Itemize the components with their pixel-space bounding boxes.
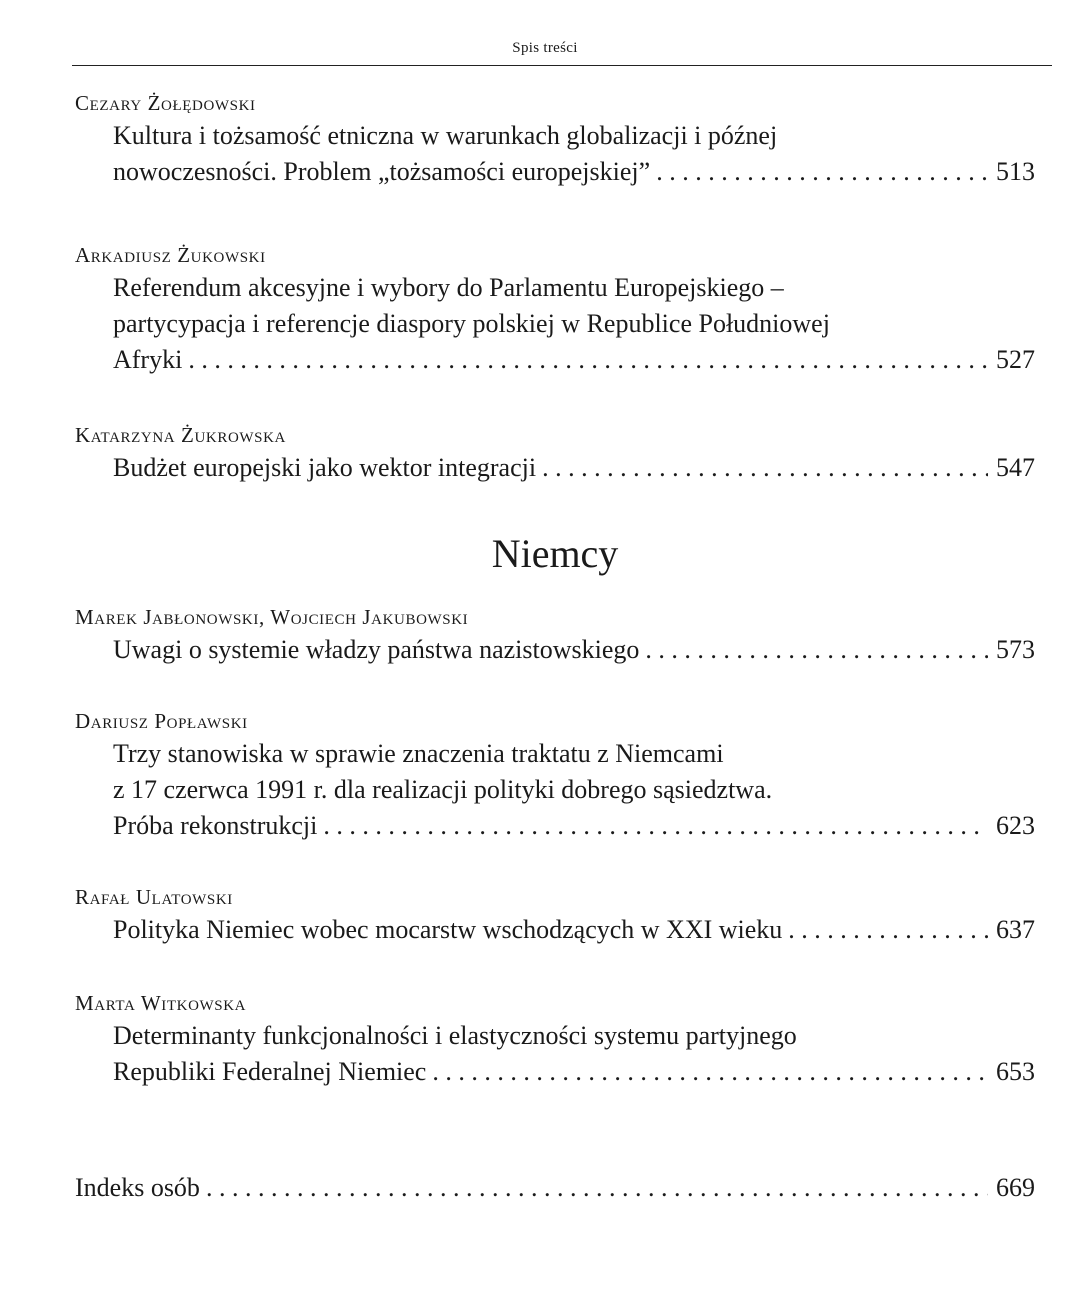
toc-entry	[75, 88, 1035, 190]
toc-entry	[75, 706, 1035, 844]
toc-entry	[75, 602, 1035, 668]
entry-page-number: 513	[996, 157, 1035, 186]
entry-title-last-line	[75, 342, 1035, 378]
entry-author: Rafał Ulatowski	[75, 885, 233, 909]
entry-title-last-line	[75, 632, 1035, 668]
dot-leader	[206, 1170, 988, 1206]
dot-leader	[323, 808, 988, 844]
running-head: Spis treści	[512, 40, 578, 56]
entry-author: Marek Jabłonowski, Wojciech Jakubowski	[75, 605, 469, 629]
entry-page-number: 623	[996, 811, 1035, 840]
entry-title-line: Kultura i tożsamość etniczna w warunkach globalizacji i późnej	[113, 121, 778, 150]
index-page-number: 669	[996, 1173, 1035, 1202]
entry-title-line: Trzy stanowiska w sprawie znaczenia traktatu z Niemcami	[113, 739, 724, 768]
entry-author: Cezary Żołędowski	[75, 91, 256, 115]
dot-leader	[188, 342, 988, 378]
dot-leader	[432, 1054, 988, 1090]
entry-title-text: Polityka Niemiec wobec mocarstw wschodzących w XXI wieku	[113, 915, 783, 944]
entry-title-text: Republiki Federalnej Niemiec	[113, 1057, 427, 1086]
entry-title-last-line	[75, 450, 1035, 486]
entry-title-line: z 17 czerwca 1991 r. dla realizacji polityki dobrego sąsiedztwa.	[113, 775, 773, 804]
header-rule	[72, 65, 1052, 66]
entry-author: Marta Witkowska	[75, 991, 247, 1015]
entry-page-number: 547	[996, 453, 1035, 482]
entry-page-number: 637	[996, 915, 1035, 944]
entry-title-last-line	[75, 154, 1035, 190]
entry-author: Arkadiusz Żukowski	[75, 243, 266, 267]
toc-entry	[75, 882, 1035, 948]
entry-page-number: 527	[996, 345, 1035, 374]
entry-author: Katarzyna Żukrowska	[75, 423, 286, 447]
toc-entry	[75, 988, 1035, 1090]
entry-title-last-line	[75, 808, 1035, 844]
dot-leader	[788, 912, 988, 948]
section-heading: Niemcy	[491, 531, 619, 576]
entry-page-number: 573	[996, 635, 1035, 664]
entry-title-text: Uwagi o systemie władzy państwa nazistowskiego	[113, 635, 640, 664]
entry-author: Dariusz Popławski	[75, 709, 248, 733]
dot-leader	[645, 632, 988, 668]
dot-leader	[542, 450, 988, 486]
entry-title-line: partycypacja i referencje diaspory polskiej w Republice Południowej	[113, 309, 830, 338]
entry-title-last-line	[75, 1054, 1035, 1090]
entry-title-line: Referendum akcesyjne i wybory do Parlamentu Europejskiego –	[113, 273, 784, 302]
index-label: Indeks osób	[75, 1173, 200, 1202]
entry-title-text: Budżet europejski jako wektor integracji	[113, 453, 537, 482]
toc-entry	[75, 240, 1035, 378]
toc-entry	[75, 420, 1035, 486]
entry-page-number: 653	[996, 1057, 1035, 1086]
entry-title-text: Afryki	[113, 345, 183, 374]
entry-title-text: nowoczesności. Problem „tożsamości europejskiej”	[113, 157, 651, 186]
dot-leader	[656, 154, 988, 190]
index-entry	[75, 1170, 1035, 1206]
table-of-contents	[75, 88, 1035, 1206]
entry-title-text: Próba rekonstrukcji	[113, 811, 318, 840]
entry-title-line: Determinanty funkcjonalności i elastyczności systemu partyjnego	[113, 1021, 797, 1050]
entry-title-last-line	[75, 912, 1035, 948]
